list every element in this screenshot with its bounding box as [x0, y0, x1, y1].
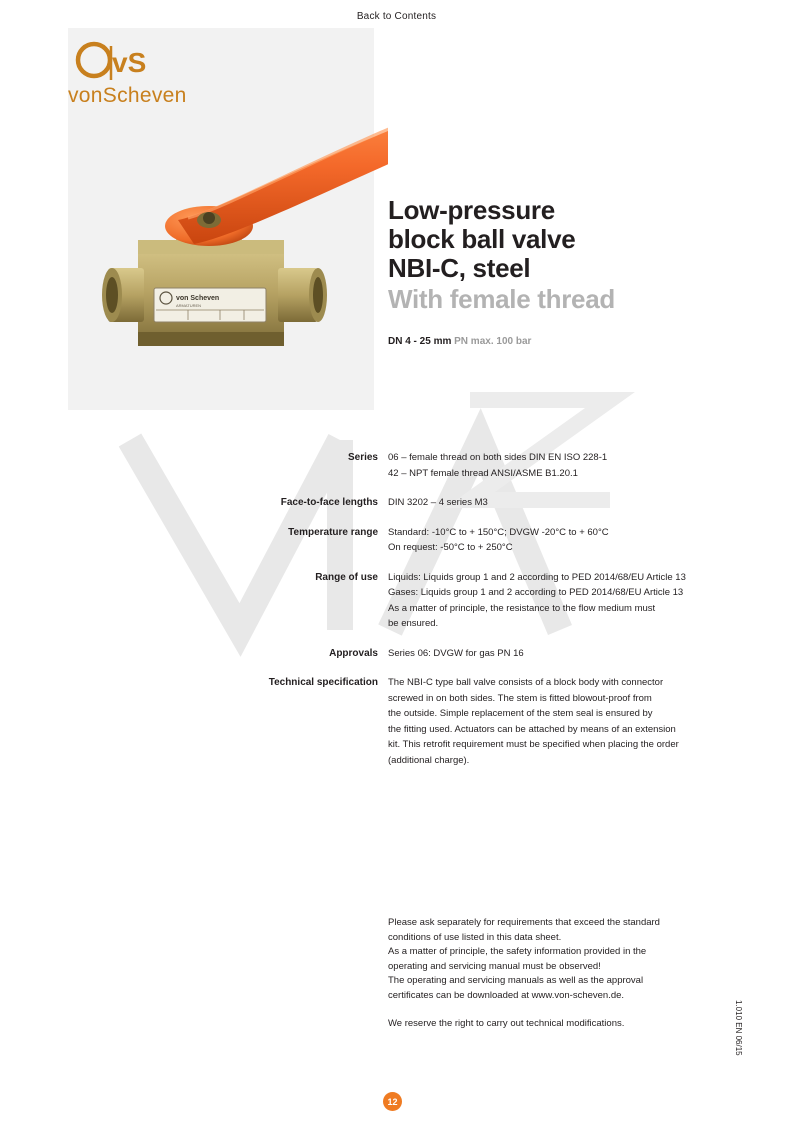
- spec-line: 42 – NPT female thread ANSI/ASME B1.20.1: [388, 467, 578, 479]
- spec-line: the outside. Simple replacement of the stem seal is ensured by: [388, 708, 653, 719]
- product-title-block: [388, 196, 758, 347]
- spec-line: DIN 3202 – 4 series M3: [388, 497, 488, 508]
- product-dn-range: DN 4 - 25 mm: [388, 336, 452, 347]
- spec-line: screwed in on both sides. The stem is fitted blowout-proof from: [388, 692, 652, 704]
- spec-line: 06 – female thread on both sides DIN EN ISO 228-1: [388, 452, 608, 463]
- spec-row-range-of-use: [180, 570, 740, 632]
- spec-line: kit. This retrofit requirement must be specified when placing the order: [388, 739, 679, 750]
- document-revision-code: 1.010 EN 06/15: [734, 1000, 743, 1056]
- spec-label-range-of-use: Range of use: [315, 571, 378, 583]
- spec-line: Gases: Liquids group 1 and 2 according to PED 2014/68/EU Article 13: [388, 587, 684, 598]
- spec-line: (additional charge).: [388, 754, 470, 766]
- page-number-badge: 12: [383, 1092, 402, 1111]
- footnote-line: certificates can be downloaded at www.von-scheven.de.: [388, 989, 625, 1001]
- spec-label-approvals: Approvals: [329, 647, 378, 659]
- spec-value-series: [388, 450, 740, 481]
- spec-line: As a matter of principle, the resistance to the flow medium must: [388, 602, 656, 614]
- spec-label-face-to-face: Face-to-face lengths: [280, 497, 378, 508]
- product-pn-max: PN max. 100 bar: [454, 336, 532, 347]
- footnote-line: operating and servicing manual must be observed!: [388, 960, 601, 972]
- svg-text:von Scheven: von Scheven: [176, 295, 220, 302]
- product-title-line-2: block ball valve: [388, 224, 576, 254]
- spec-row-face-to-face: [180, 495, 740, 511]
- spec-value-face-to-face: [388, 495, 740, 511]
- footnote-line: We reserve the right to carry out technical modifications.: [388, 1018, 625, 1029]
- spec-line: Liquids: Liquids group 1 and 2 according to PED 2014/68/EU Article 13: [388, 571, 686, 583]
- footnote-line: The operating and servicing manuals as well as the approval: [388, 975, 644, 986]
- product-title-line-3: NBI-C, steel: [388, 253, 531, 283]
- spec-value-temperature: [388, 525, 740, 556]
- footnote-spacer: [388, 1003, 728, 1017]
- footnote-line: Please ask separately for requirements that exceed the standard: [388, 917, 660, 928]
- spec-value-range-of-use: [388, 570, 740, 632]
- specification-table: [180, 450, 740, 782]
- product-subtitle: With female thread: [388, 284, 615, 314]
- spec-line: Standard: -10°C to + 150°C; DVGW -20°C to + 60°C: [388, 526, 609, 538]
- spec-label-series: Series: [347, 452, 378, 463]
- spec-value-approvals: [388, 646, 740, 662]
- spec-label-temperature: Temperature range: [288, 526, 378, 538]
- spec-line: Series 06: DVGW for gas PN 16: [388, 647, 524, 659]
- spec-row-series: [180, 450, 740, 481]
- spec-row-technical-specification: [180, 675, 740, 768]
- back-to-contents-link[interactable]: Back to Contents: [356, 11, 437, 22]
- footnote-block: [388, 916, 728, 1032]
- spec-value-technical-specification: [388, 675, 740, 768]
- svg-text:ARMATUREN: ARMATUREN: [176, 303, 202, 308]
- spec-line: On request: -50°C to + 250°C: [388, 542, 513, 553]
- spec-line: The NBI-C type ball valve consists of a block body with connector: [388, 677, 664, 688]
- product-spec-summary: [388, 336, 758, 347]
- spec-line: the fitting used. Actuators can be attached by means of an extension: [388, 723, 676, 735]
- product-title-line-1: Low-pressure: [388, 195, 555, 225]
- svg-text:vS: vS: [112, 47, 147, 78]
- footnote-line: As a matter of principle, the safety information provided in the: [388, 946, 647, 957]
- spec-row-temperature: [180, 525, 740, 556]
- spec-line: be ensured.: [388, 618, 439, 629]
- footnote-line: conditions of use listed in this data sheet.: [388, 931, 562, 943]
- company-logo-text: vonScheven: [68, 84, 187, 107]
- spec-row-approvals: [180, 646, 740, 662]
- spec-label-technical-specification: Technical specification: [268, 677, 378, 688]
